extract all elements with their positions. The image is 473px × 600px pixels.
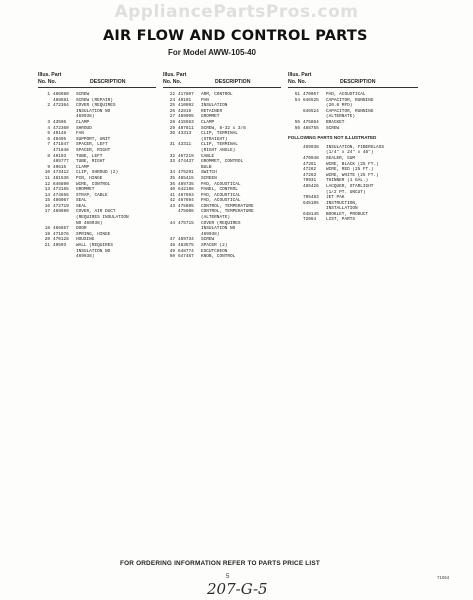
part-description: LACQUER, STARLIGHT: [326, 183, 374, 189]
part-number: 646890: [53, 181, 69, 187]
illus-number: 36: [169, 181, 175, 187]
illus-number: 55: [294, 119, 300, 125]
illus-number: 26: [169, 108, 175, 114]
part-description: PAD, ACOUSTICAL: [326, 92, 366, 97]
part-number: 472719: [53, 203, 69, 209]
illus-number: 56: [294, 125, 300, 131]
part-number: 471876: [53, 231, 69, 237]
part-number: 474437: [178, 159, 194, 165]
part-number: 485426: [303, 183, 319, 189]
illus-number: 49: [169, 248, 175, 254]
part-number: 49615: [53, 164, 67, 170]
part-number: 475864: [303, 119, 319, 125]
part-description: CLAMP: [76, 164, 90, 170]
part-description: COVER, AIR DUCT: [76, 209, 116, 215]
part-description: SHROUD: [76, 125, 92, 131]
part-description: (RIGHT ANGLE): [201, 147, 236, 153]
part-description: CLIP, TERMINAL: [201, 131, 238, 137]
illus-number: 50: [169, 254, 175, 260]
part-description: BRACKET: [326, 119, 345, 125]
illus-number: 33: [169, 159, 175, 165]
illus-number: 43: [169, 203, 175, 209]
illus-number: 15: [44, 198, 50, 204]
part-number: 466857: [53, 226, 69, 232]
part-description: RETAINER: [201, 108, 223, 114]
illus-number: 1: [47, 92, 50, 97]
illus-number: 30: [169, 131, 175, 137]
parts-column-2: [163, 72, 281, 260]
part-description: (1/2 PT. UNCUT): [326, 189, 366, 195]
part-description: PIN, HINGE: [76, 175, 103, 181]
illus-number: 10: [44, 170, 50, 176]
part-description: PAD, ACOUSTICAL: [201, 192, 241, 198]
illus-number: 11: [44, 175, 50, 181]
part-description: INSULATION, FIBERGLASS: [326, 144, 384, 150]
illus-number: 22: [169, 92, 175, 97]
header-description: DESCRIPTION: [340, 79, 376, 85]
illus-number: 16: [44, 203, 50, 209]
part-number: 646525: [303, 97, 319, 103]
part-number: 488681: [53, 97, 69, 103]
part-row: [288, 126, 418, 132]
part-description: GROMMET: [76, 187, 95, 193]
part-description: NO 469938): [76, 220, 103, 226]
illus-number: 17: [44, 209, 50, 215]
illus-number: 29: [169, 125, 175, 131]
illus-number: 35: [169, 175, 175, 181]
header-illus-part: Illus. Part: [163, 72, 187, 78]
part-description: INSULATION NO: [76, 108, 111, 114]
part-description: BULB: [201, 164, 212, 170]
part-number: 473412: [53, 170, 69, 176]
part-description: PAD, ACOUSTICAL: [201, 181, 241, 187]
part-number: 469735: [178, 181, 194, 187]
part-description: INSULATION: [201, 103, 228, 109]
illus-number: 13: [44, 187, 50, 193]
part-description: CABLE: [201, 153, 215, 159]
watermark: AppliancePartsPros.com: [114, 2, 359, 22]
part-number: 49101: [178, 97, 192, 103]
illus-number: 18: [44, 226, 50, 232]
part-number: 645105: [303, 200, 319, 206]
part-description: PAN: [201, 97, 209, 103]
part-description: FAN: [76, 131, 84, 137]
parts-list: [163, 92, 281, 260]
header-no-no: No. No.: [38, 79, 57, 85]
part-description: SCREW: [76, 92, 90, 97]
part-description: CLIP, TERMINAL: [201, 142, 238, 148]
part-number: 475291: [178, 170, 194, 176]
part-number: 486087: [53, 198, 69, 204]
part-description: COVER (REQUIRES: [201, 220, 241, 226]
part-description: CAPACITOR, RUNNING: [326, 97, 374, 103]
illus-number: [288, 217, 303, 223]
part-number: 646524: [303, 108, 319, 114]
illus-number: 9: [47, 164, 50, 170]
illus-number: 5: [47, 131, 50, 137]
part-number: 47261: [303, 161, 317, 167]
part-number: 473155: [53, 187, 69, 193]
part-description: SEAL: [76, 198, 87, 204]
illus-number: 3: [47, 119, 50, 125]
part-number: 471848: [53, 147, 69, 153]
part-description: SPRING, HINGE: [76, 231, 111, 237]
part-number: 795483: [303, 195, 319, 201]
part-row: [163, 254, 281, 260]
part-row: [288, 217, 418, 223]
part-description: SPACER, RIGHT: [76, 147, 111, 153]
part-number: 471847: [53, 142, 69, 148]
part-description: SEALER, GUM: [326, 155, 355, 161]
part-number: 43311: [178, 142, 192, 148]
part-description: SCREW: [201, 237, 215, 243]
illus-number: 42: [169, 198, 175, 204]
header-illus-part: Illus. Part: [38, 72, 62, 78]
illus-number: 24: [169, 97, 175, 103]
part-description: WIRE, BLACK (25 FT.): [326, 161, 379, 167]
part-number: 472364: [53, 103, 69, 109]
page-number: 5: [226, 574, 230, 580]
part-number: 49193: [53, 153, 67, 159]
illus-number: 44: [169, 220, 175, 226]
part-description: CONTROL, TEMPERATURE: [201, 203, 254, 209]
part-number: 49148: [53, 131, 67, 137]
illus-number: 41: [169, 192, 175, 198]
illus-number: 54: [294, 97, 300, 103]
part-description: WIRE, WHITE (25 FT.): [326, 172, 379, 178]
part-description: SPACER (2): [201, 243, 228, 249]
part-description: INSTRUCTION,: [326, 200, 358, 206]
part-description: SCREW (REPAIR): [76, 97, 113, 103]
part-number: [53, 254, 76, 260]
part-number: 467693: [178, 192, 194, 198]
part-description: INSULATION NO: [76, 248, 111, 254]
header-rule: [288, 87, 418, 88]
illus-number: 47: [169, 237, 175, 243]
illus-number: 21: [44, 243, 50, 249]
header-no-no: No. No.: [163, 79, 182, 85]
part-description: (20.0 MFD): [326, 103, 353, 109]
part-number: 648774: [178, 248, 194, 254]
part-description: ESCUTCHEON: [201, 248, 228, 254]
part-description: SCREW: [326, 125, 340, 131]
part-description: TUBE, LEFT: [76, 153, 103, 159]
part-description: PANEL, CONTROL: [201, 187, 238, 193]
part-description: 469938): [76, 114, 95, 120]
part-description: SCREEN: [201, 175, 217, 181]
part-description: GROMMET: [201, 114, 220, 120]
parts-column-3: [288, 72, 418, 223]
column-header: [38, 72, 156, 90]
part-number: 475606: [178, 209, 194, 215]
part-number: 47263: [303, 172, 317, 178]
part-description: TUBE, RIGHT: [76, 159, 105, 165]
part-description: 469938): [76, 254, 95, 260]
part-description: ARM, CONTROL: [201, 92, 233, 97]
header-rule: [38, 87, 156, 88]
part-number: 415563: [178, 119, 194, 125]
illus-number: 4: [47, 125, 50, 131]
illus-number: 48: [169, 243, 175, 249]
parts-list: [38, 92, 156, 260]
part-description: BOOKLET, PRODUCT: [326, 211, 369, 217]
part-number: 488755: [303, 125, 319, 131]
part-number: 470057: [303, 92, 319, 97]
part-description: WALL (REQUIRES: [76, 243, 113, 249]
part-number: 79931: [303, 178, 317, 184]
part-number: 470948: [303, 155, 319, 161]
part-number: 469690: [53, 209, 69, 215]
header-rule: [163, 87, 281, 88]
part-number: 465777: [53, 159, 69, 165]
part-description: HOUSING: [76, 237, 95, 243]
header-description: DESCRIPTION: [215, 79, 251, 85]
part-description: INSTALLATION: [326, 206, 358, 212]
illus-number: 40: [169, 187, 175, 193]
part-number: 474656: [53, 192, 69, 198]
illus-number: 2: [47, 103, 50, 109]
part-description: SWITCH: [201, 170, 217, 176]
part-number: 465415: [178, 175, 194, 181]
parts-list-not-illustrated: [288, 145, 418, 223]
column-header: [163, 72, 281, 90]
part-number: 417807: [178, 92, 194, 97]
document-code: 71064: [437, 575, 450, 580]
part-number: 648145: [303, 211, 319, 217]
part-description: DOOR: [76, 226, 87, 232]
part-description: INSULATION NO: [201, 226, 236, 232]
part-description: SEAL: [76, 203, 87, 209]
illus-number: 51: [294, 92, 300, 97]
column-header: [288, 72, 418, 90]
part-number: T2064: [303, 217, 317, 223]
illus-number: 7: [47, 142, 50, 148]
illus-number: [38, 254, 53, 260]
part-description: CLAMP: [76, 119, 90, 125]
page-title: AIR FLOW AND CONTROL PARTS: [103, 28, 368, 44]
part-number: 489734: [178, 237, 194, 243]
handwritten-note: 207-G-5: [207, 580, 268, 598]
parts-list: [288, 92, 418, 131]
part-description: CLIP, SHROUD (2): [76, 170, 119, 176]
part-number: 467694: [178, 198, 194, 204]
part-number: 642196: [178, 187, 194, 193]
part-description: SPACER, LEFT: [76, 142, 108, 148]
part-description: STRAP, CABLE: [76, 192, 108, 198]
illus-number: 28: [169, 119, 175, 125]
part-number: 470128: [53, 237, 69, 243]
part-number: 647487: [178, 254, 194, 260]
part-number: 463575: [178, 243, 194, 249]
part-description: SUPPORT, UNIT: [76, 136, 111, 142]
part-description: LIST, PARTS: [326, 217, 355, 223]
part-description: (ALTERNATE): [201, 215, 230, 221]
part-number: 469095: [178, 114, 194, 120]
part-number: 410092: [178, 103, 194, 109]
part-number: 475605: [178, 203, 194, 209]
ordering-info-footer: FOR ORDERING INFORMATION REFER TO PARTS PRICE LIST: [120, 560, 320, 567]
illus-number: 14: [44, 192, 50, 198]
illus-number: 6: [47, 136, 50, 142]
part-number: 43313: [178, 131, 192, 137]
part-number: 475715: [178, 220, 194, 226]
part-description: JET PAK: [326, 195, 345, 201]
illus-number: 27: [169, 114, 175, 120]
part-row: [38, 254, 156, 260]
part-description: PAD, ACOUSTICAL: [201, 198, 241, 204]
part-number: 467219: [178, 153, 194, 159]
header-description: DESCRIPTION: [90, 79, 126, 85]
illus-number: 20: [44, 237, 50, 243]
part-description: THINNER (1 GAL.): [326, 178, 369, 184]
part-description: (REQUIRES INSULATION: [76, 215, 129, 221]
part-description: CAPACITOR, RUNNING: [326, 108, 374, 114]
part-description: COVER (REQUIRES: [76, 103, 116, 109]
part-number: 487811: [178, 125, 194, 131]
part-number: 486680: [53, 92, 69, 97]
illus-number: 8: [47, 153, 50, 159]
illus-number: 32: [169, 153, 175, 159]
header-illus-part: Illus. Part: [288, 72, 312, 78]
part-description: (ALTERNATE): [326, 114, 355, 120]
part-description: CONTROL, TEMPERATURE: [201, 209, 254, 215]
part-number: 42819: [178, 108, 192, 114]
part-description: WIRE, CONTROL: [76, 181, 111, 187]
part-number: 472360: [53, 125, 69, 131]
part-description: (1/4" x 24" x 48"): [326, 150, 374, 156]
part-number: 469938: [303, 144, 319, 150]
part-number: 49495: [53, 136, 67, 142]
part-number: 43596: [53, 119, 67, 125]
header-no-no: No. No.: [288, 79, 307, 85]
part-description: CLAMP: [201, 119, 215, 125]
not-illustrated-heading: FOLLOWING PARTS NOT ILLUSTRATED: [288, 135, 377, 141]
part-description: 469938): [201, 231, 220, 237]
part-number: 481536: [53, 175, 69, 181]
model-subtitle: For Model AWW-105-40: [168, 48, 256, 57]
part-description: SCREW, 8-32 x 3/8: [201, 125, 246, 131]
part-description: GROMMET, CONTROL: [201, 159, 244, 165]
illus-number: 25: [169, 103, 175, 109]
part-description: WIRE, RED (25 FT.): [326, 167, 374, 173]
illus-number: 34: [169, 170, 175, 176]
part-number: 47262: [303, 167, 317, 173]
illus-number: 31: [169, 142, 175, 148]
part-number: 49593: [53, 243, 67, 249]
illus-number: 19: [44, 231, 50, 237]
part-description: KNOB, CONTROL: [201, 254, 236, 260]
illus-number: 12: [44, 181, 50, 187]
part-description: (STRAIGHT): [201, 136, 228, 142]
parts-column-1: [38, 72, 156, 260]
